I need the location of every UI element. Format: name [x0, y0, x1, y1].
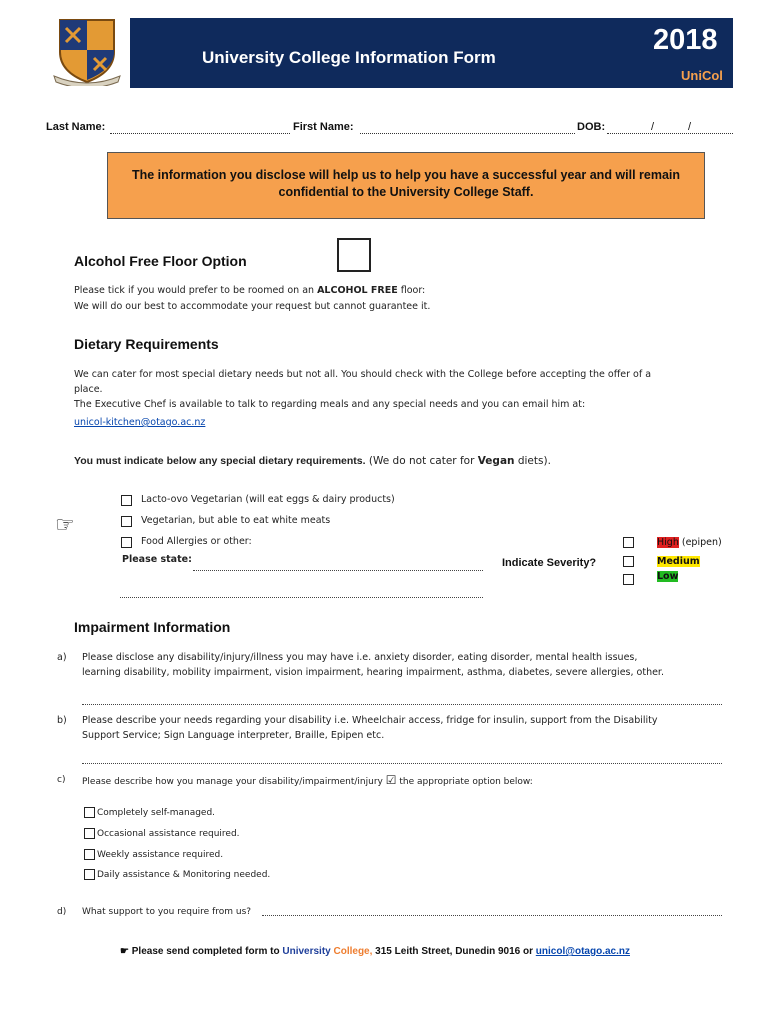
form-year: 2018	[653, 24, 718, 56]
dietary-para-1: We can cater for most special dietary needs but not all. You should check with the College before accepting the offer of a	[74, 369, 652, 380]
dob-label: DOB:	[577, 121, 606, 133]
severity-low-checkbox[interactable]	[623, 574, 634, 585]
diet-option: Lacto-ovo Vegetarian (will eat eggs & dairy products)	[141, 494, 395, 505]
pointing-hand-icon: ☞	[55, 512, 75, 537]
diet-option: Vegetarian, but able to eat white meats	[141, 515, 331, 526]
checked-box-icon: ☑	[385, 773, 397, 787]
notice-text: The information you disclose will help us to help you have a successful year and will remain confidential to the University College Staff.	[131, 168, 681, 199]
pointing-hand-icon: ☛	[120, 946, 129, 957]
severity-medium-checkbox[interactable]	[623, 556, 634, 567]
impairment-a-field[interactable]	[82, 703, 722, 705]
kitchen-email-link[interactable]: unicol-kitchen@otago.ac.nz	[74, 417, 206, 428]
year-box	[633, 18, 733, 88]
impairment-b-line-2: Support Service; Sign Language interpreter, Braille, Epipen etc.	[82, 730, 385, 741]
last-name-label: Last Name:	[46, 121, 106, 133]
self-managed-checkbox[interactable]	[84, 807, 95, 818]
please-state-label: Please state:	[122, 554, 192, 565]
manage-option: Completely self-managed.	[97, 808, 216, 818]
please-state-field[interactable]	[193, 569, 483, 571]
vegetarian-checkbox[interactable]	[121, 516, 132, 527]
lacto-ovo-checkbox[interactable]	[121, 495, 132, 506]
item-label: d)	[57, 907, 67, 917]
dietary-instruction: You must indicate below any special dietary requirements. (We do not cater for Vegan diets).	[74, 455, 551, 467]
severity-high-checkbox[interactable]	[623, 537, 634, 548]
impairment-d-field[interactable]	[262, 914, 722, 916]
last-name-field[interactable]	[110, 122, 290, 134]
impairment-b-line-1: Please describe your needs regarding your disability i.e. Wheelchair access, fridge for insulin, support from the Disability	[82, 715, 658, 726]
alcohol-free-checkbox[interactable]	[337, 238, 371, 272]
alcohol-line-1: Please tick if you would prefer to be roomed on an ALCOHOL FREE floor:	[74, 285, 426, 296]
header-banner	[130, 18, 733, 88]
first-name-label: First Name:	[293, 121, 354, 133]
manage-option: Daily assistance & Monitoring needed.	[97, 870, 271, 880]
impairment-c-text: Please describe how you manage your disability/impairment/injury ☑ the appropriate option below:	[82, 773, 533, 787]
alcohol-heading: Alcohol Free Floor Option	[74, 253, 247, 269]
footer-instruction: ☛ Please send completed form to University College, 315 Leith Street, Dunedin 9016 or unicol@otago.ac.nz	[120, 946, 630, 957]
daily-checkbox[interactable]	[84, 869, 95, 880]
item-label: a)	[57, 652, 67, 663]
severity-medium-label: Medium	[657, 556, 700, 567]
impairment-d-text: What support to you require from us?	[82, 907, 252, 917]
severity-low-label: Low	[657, 571, 679, 582]
please-state-field-2[interactable]	[120, 596, 483, 598]
severity-label: Indicate Severity?	[502, 557, 597, 569]
form-title: University College Information Form	[202, 48, 496, 67]
dietary-para-1b: place.	[74, 384, 103, 395]
first-name-field[interactable]	[360, 122, 575, 134]
dietary-para-2: The Executive Chef is available to talk to regarding meals and any special needs and you can email him at:	[74, 399, 586, 410]
diet-option: Food Allergies or other:	[141, 536, 252, 547]
manage-option: Weekly assistance required.	[97, 850, 224, 860]
alcohol-line-2: We will do our best to accommodate your request but cannot guarantee it.	[74, 301, 431, 312]
dob-field[interactable]	[607, 122, 733, 134]
college-email-link[interactable]: unicol@otago.ac.nz	[535, 946, 630, 957]
impairment-a-line-2: learning disability, mobility impairment, vision impairment, hearing impairment, asthma, diabetes, severe allergies, other.	[82, 667, 664, 678]
dob-separator: /	[688, 121, 692, 133]
confidentiality-notice	[107, 152, 705, 219]
impairment-heading: Impairment Information	[74, 619, 231, 635]
college-crest-logo	[52, 14, 122, 86]
dietary-heading: Dietary Requirements	[74, 336, 219, 352]
manage-option: Occasional assistance required.	[97, 829, 240, 839]
allergies-checkbox[interactable]	[121, 537, 132, 548]
dob-separator: /	[651, 121, 655, 133]
occasional-checkbox[interactable]	[84, 828, 95, 839]
item-label: c)	[57, 775, 66, 785]
impairment-a-line-1: Please disclose any disability/injury/illness you may have i.e. anxiety disorder, eating disorder, mental health issues,	[82, 652, 638, 663]
item-label: b)	[57, 715, 67, 726]
org-name: UniCol	[681, 68, 723, 83]
weekly-checkbox[interactable]	[84, 849, 95, 860]
severity-high-label: High (epipen)	[657, 537, 722, 548]
impairment-b-field[interactable]	[82, 762, 722, 764]
